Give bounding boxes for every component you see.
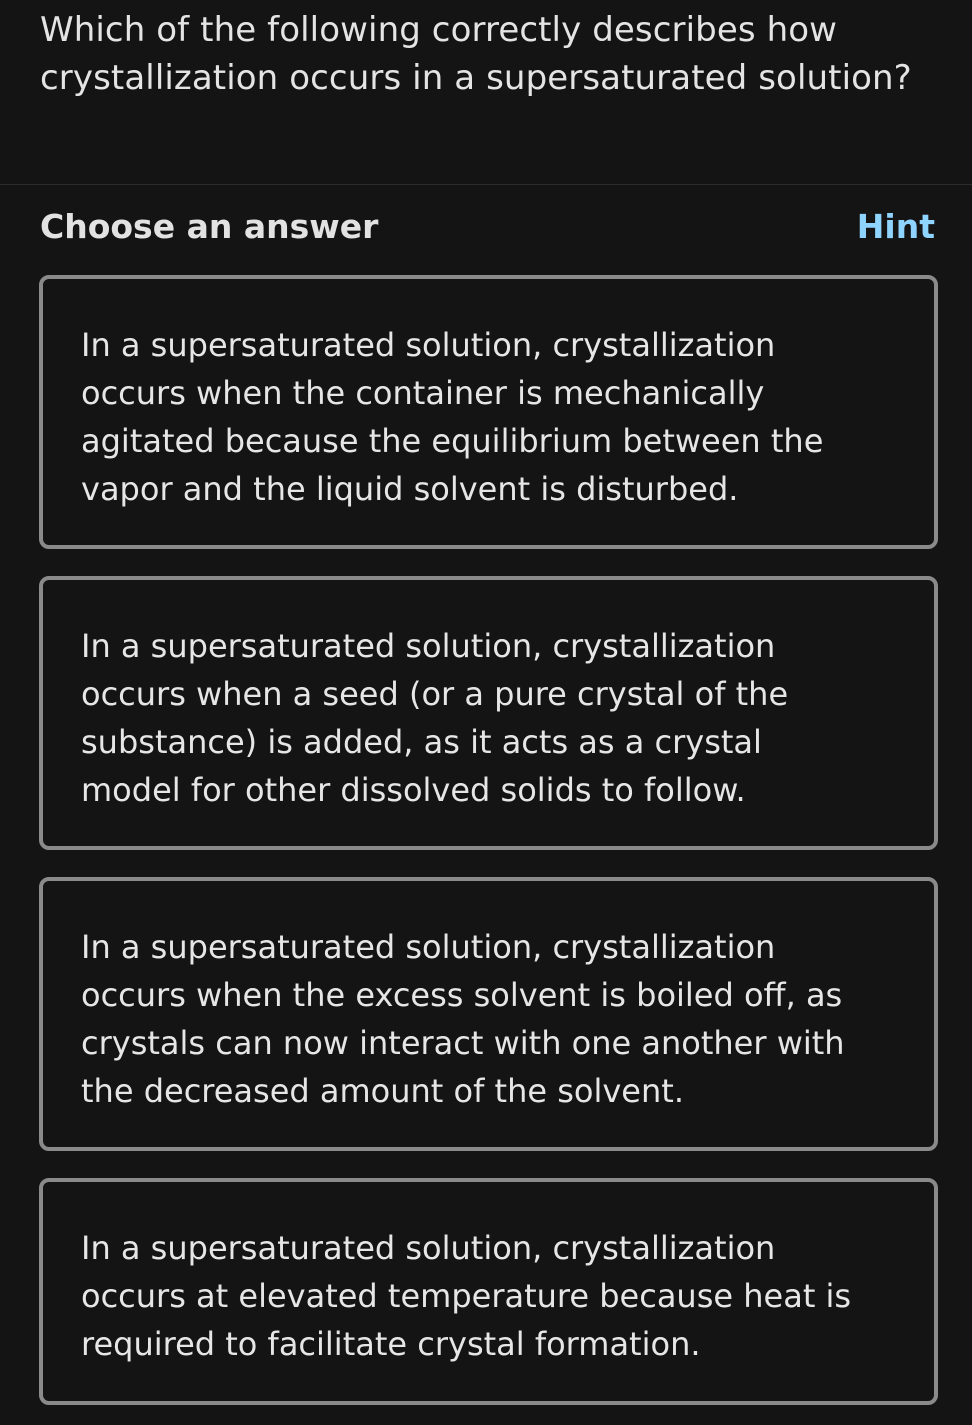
answer-option-text: In a supersaturated solution, crystallization occurs when a seed (or a pure crystal of the substance) is added, as it acts as a crystal model for other dissolved solids to follow. bbox=[81, 627, 789, 809]
answer-option-1[interactable] bbox=[39, 275, 938, 549]
answer-option-text: In a supersaturated solution, crystallization occurs when the container is mechanically agitated because the equilibrium between the vapor and the liquid solvent is disturbed. bbox=[81, 326, 824, 508]
answer-option-text: In a supersaturated solution, crystallization occurs when the excess solvent is boiled off, as crystals can now interact with one another with the decreased amount of the solvent. bbox=[81, 928, 845, 1110]
answers-header bbox=[40, 202, 935, 250]
divider bbox=[0, 184, 972, 185]
hint-button[interactable]: Hint bbox=[856, 206, 935, 246]
answer-option-3[interactable] bbox=[39, 877, 938, 1151]
choose-an-answer-label: Choose an answer bbox=[40, 206, 379, 246]
question-text: Which of the following correctly describes how crystallization occurs in a supersaturated solution? bbox=[40, 10, 912, 98]
answer-option-4[interactable] bbox=[39, 1178, 938, 1405]
answer-option-2[interactable] bbox=[39, 576, 938, 850]
answer-option-text: In a supersaturated solution, crystallization occurs at elevated temperature because heat is required to facilitate crystal formation. bbox=[81, 1229, 852, 1363]
